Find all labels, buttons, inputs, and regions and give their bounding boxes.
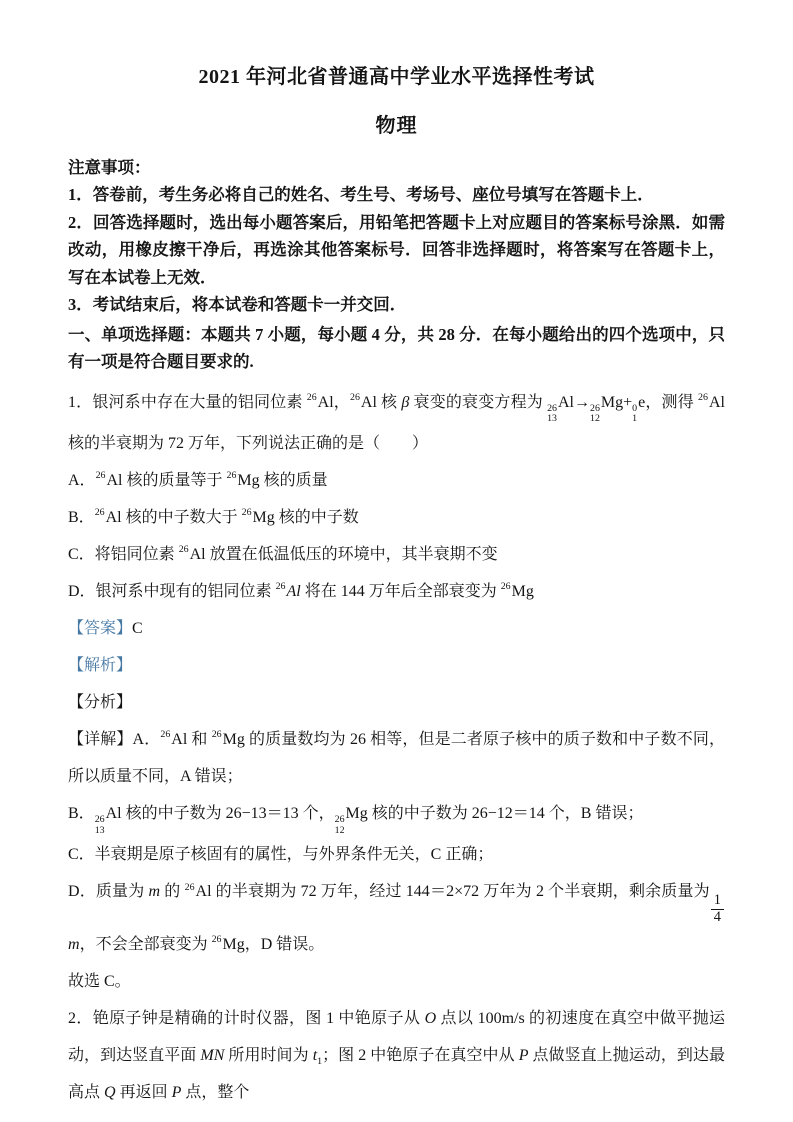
detail-conclusion: 故选 C。	[68, 972, 131, 990]
detail-paragraph-c: C．半衰期是原子核固有的属性，与外界条件无关，C 正确；	[68, 846, 494, 864]
notice-item-1: 1．答卷前，考生务必将自己的姓名、考生号、考场号、座位号填写在答题卡上．	[68, 185, 654, 204]
section-heading: 一、单项选择题：本题共 7 小题，每小题 4 分，共 28 分．在每小题给出的四个选项中，只有一项是符合题目要求的.	[68, 324, 725, 371]
question-1-option-d: D．银河系中现有的铝同位素 $^{26}$Al 将在 144 万年后全部衰变为 $^{26}$Mg	[68, 581, 534, 600]
analysis-line	[68, 647, 725, 684]
question-1-option-c: C．将铝同位素 $^{26}$Al 放置在低温低压的环境中，其半衰期不变	[68, 544, 498, 563]
question-1-stem: 1．银河系中存在大量的铝同位素 $^{26}$Al，$^{26}$Al 核 β 衰变的衰变方程为 26 13 Al→ 26 12 Mg+ 0 1 e，测得 $^{26}$Al 核的半衰期为 72 万年，下列说法正确的是（ ）	[68, 392, 725, 452]
notice-item-3: 3．考试结束后，将本试卷和答题卡一并交回．	[68, 295, 407, 314]
fenxi-label: 【分析】	[68, 693, 133, 711]
notice-heading: 注意事项：	[68, 158, 151, 177]
question-2-stem: 2．铯原子钟是精确的计时仪器，图 1 中铯原子从 O 点以 100m/s 的初速度在真空中做平抛运动，到达竖直平面 MN 所用时间为 $t_1$；图 2 中铯原子在真空中从 P 点做竖直上抛运动，到达最高点 Q 再返回 P 点，整个	[68, 1009, 725, 1101]
detail-paragraph-b: B． 26 13 Al 核的中子数为 26−13＝13 个， 26 12 Mg 核的中子数为 26−12＝14 个，B 错误；	[68, 804, 644, 836]
answer-line	[68, 610, 725, 647]
detail-paragraph-d: D．质量为 m 的 $^{26}$Al 的半衰期为 72 万年，经过 144＝2×72 万年为 2 个半衰期，剩余质量为 $\frac{1}{4}$ m，不会全部衰变为 $^{26}$Mg，D 错误。	[68, 873, 725, 963]
exam-title: 2021 年河北省普通高中学业水平选择性考试	[198, 66, 595, 88]
jiexi-label: 【解析】	[68, 656, 133, 674]
question-1-option-b: B．$^{26}$Al 核的中子数大于 $^{26}$Mg 核的中子数	[68, 507, 359, 526]
detail-paragraph-a: 【详解】A．$^{26}$Al 和 $^{26}$Mg 的质量数均为 26 相等，但是二者原子核中的质子数和中子数不同，所以质量不同，A 错误；	[68, 729, 725, 785]
notice-item-2: 2．回答选择题时，选出每小题答案后，用铅笔把答题卡上对应题目的答案标号涂黑．如需改动，用橡皮擦干净后，再选涂其他答案标号．回答非选择题时，将答案写在答题卡上，写在本试卷上无效．	[68, 212, 725, 287]
subject-title: 物理	[375, 115, 418, 137]
question-1-option-a: A．$^{26}$Al 核的质量等于 $^{26}$Mg 核的质量	[68, 470, 328, 489]
answer-label: 【答案】	[68, 619, 133, 637]
answer-value: C	[132, 619, 143, 637]
